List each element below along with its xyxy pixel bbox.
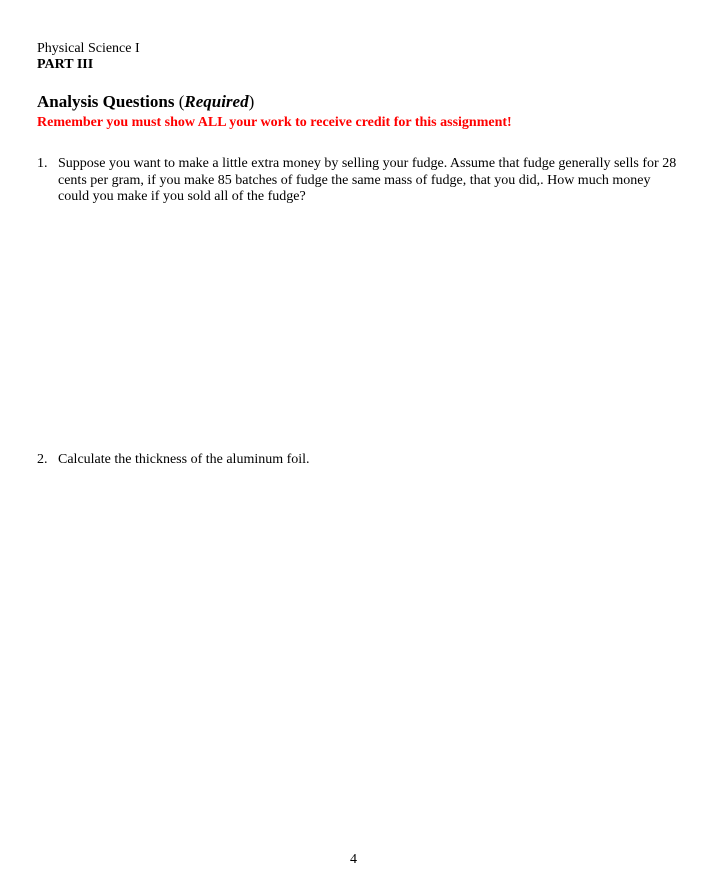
part-label: PART III bbox=[37, 57, 94, 72]
paren-open: ( bbox=[178, 92, 185, 111]
section-title: Analysis Questions bbox=[37, 92, 175, 111]
course-title: Physical Science I bbox=[37, 41, 140, 56]
work-notice: Remember you must show ALL your work to receive credit for this assignment! bbox=[37, 115, 512, 130]
question-2 bbox=[37, 452, 677, 469]
question-text: Suppose you want to make a little extra money by selling your fudge. Assume that fudge generally sells for 28 cents per gram, if you make 85 batches of fudge the same mass of fudge, that you did,. How much money could you make if you sold all of the fudge? bbox=[58, 156, 677, 204]
question-number: 2. bbox=[37, 452, 48, 467]
page-number: 4 bbox=[350, 852, 357, 867]
paren-close: ) bbox=[248, 92, 255, 111]
section-qualifier: Required bbox=[184, 92, 249, 111]
question-1 bbox=[37, 156, 677, 206]
question-text: Calculate the thickness of the aluminum foil. bbox=[58, 452, 310, 467]
question-number: 1. bbox=[37, 156, 48, 171]
section-heading bbox=[37, 92, 254, 112]
